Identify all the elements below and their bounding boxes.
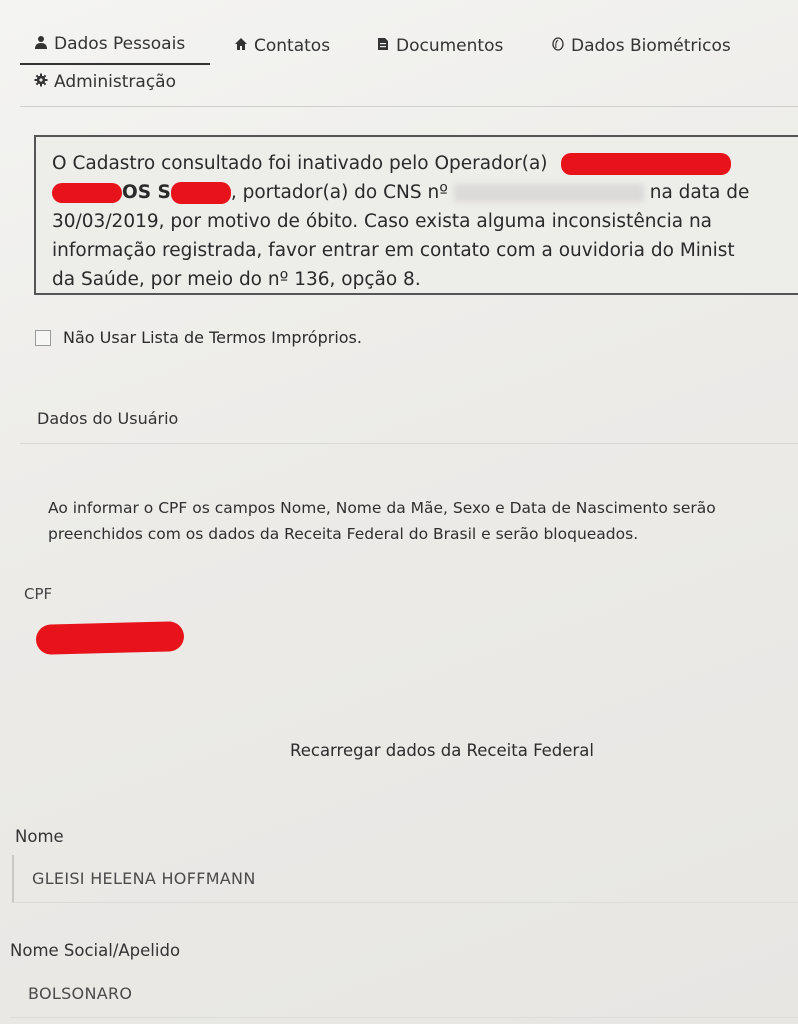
- section-title: Dados do Usuário: [37, 409, 179, 428]
- nome-field[interactable]: [12, 855, 798, 903]
- alert-line: [52, 178, 796, 207]
- tab-label: Administração: [54, 72, 176, 92]
- tab-label: Documentos: [396, 36, 504, 56]
- cpf-field-redacted[interactable]: [36, 621, 185, 655]
- inactivation-alert: [34, 135, 798, 295]
- gear-icon: [34, 72, 48, 92]
- checkbox-label: Não Usar Lista de Termos Impróprios.: [63, 328, 362, 347]
- alert-name-partial: OS S: [122, 182, 171, 203]
- alert-text: na data de: [649, 182, 750, 203]
- redaction-mark: [561, 153, 731, 175]
- alert-line: 30/03/2019, por motivo de óbito. Caso exista alguma inconsistência na: [52, 211, 713, 232]
- improper-terms-option: [35, 328, 362, 347]
- alert-text: O Cadastro consultado foi inativado pelo Operador(a): [52, 153, 548, 174]
- tab-contatos[interactable]: [234, 36, 330, 56]
- blurred-cns: [454, 184, 644, 202]
- tabs-divider: [20, 106, 798, 107]
- redaction-mark: [171, 182, 231, 204]
- improper-terms-checkbox[interactable]: [35, 330, 51, 346]
- reload-receita-button[interactable]: Recarregar dados da Receita Federal: [290, 741, 594, 760]
- alert-text: , portador(a) do CNS nº: [230, 182, 448, 203]
- info-line: Ao informar o CPF os campos Nome, Nome da Mãe, Sexo e Data de Nascimento serão: [48, 499, 716, 517]
- user-icon: [34, 34, 48, 54]
- cpf-label: CPF: [24, 585, 53, 603]
- info-line: preenchidos com os dados da Receita Federal do Brasil e serão bloqueados.: [48, 525, 639, 543]
- home-icon: [234, 36, 248, 56]
- nome-value: GLEISI HELENA HOFFMANN: [32, 869, 256, 888]
- alert-line: [52, 149, 796, 178]
- section-divider: [20, 443, 798, 444]
- document-icon: [376, 36, 390, 56]
- alert-line: da Saúde, por meio do nº 136, opção 8.: [52, 269, 421, 290]
- cpf-info-text: [48, 495, 798, 547]
- nome-social-field[interactable]: [10, 970, 798, 1018]
- nome-social-value: BOLSONARO: [28, 984, 133, 1003]
- tab-documentos[interactable]: [376, 36, 503, 56]
- tab-label: Dados Pessoais: [54, 34, 186, 54]
- alert-line: informação registrada, favor entrar em contato com a ouvidoria do Minist: [52, 240, 735, 261]
- redaction-mark: [52, 183, 122, 203]
- fingerprint-icon: [551, 36, 565, 56]
- tab-administracao[interactable]: [34, 72, 176, 92]
- tab-dados-pessoais[interactable]: [34, 34, 185, 54]
- tab-label: Contatos: [254, 36, 331, 56]
- tab-label: Dados Biométricos: [571, 36, 731, 56]
- active-tab-indicator: [20, 63, 210, 65]
- tab-dados-biometricos[interactable]: [551, 36, 731, 56]
- nome-social-label: Nome Social/Apelido: [10, 941, 181, 960]
- nome-label: Nome: [15, 827, 64, 846]
